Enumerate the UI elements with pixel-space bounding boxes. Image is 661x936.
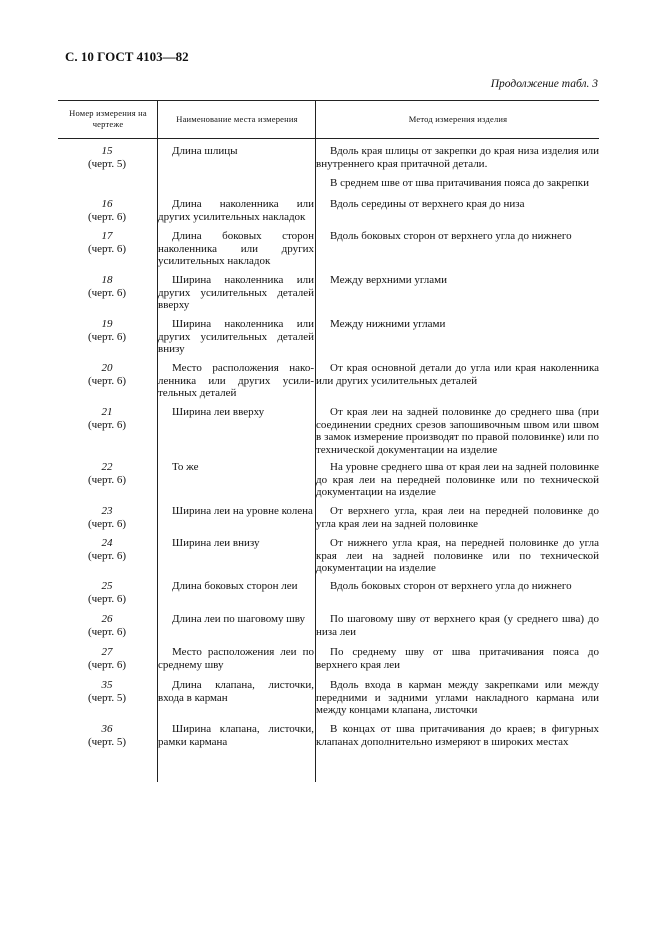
- measurement-method: В концах от шва притачивания до краев; в фигурных клапанах дополнительно измеряют в широких местах: [316, 723, 599, 748]
- measurement-place: Место расположения леи по среднему шву: [158, 646, 314, 671]
- measurement-place: То же: [172, 461, 199, 473]
- measurement-place: Длина шлицы: [172, 145, 238, 157]
- measurement-number: 27: [101, 646, 113, 658]
- measurement-number-cell: [58, 505, 156, 530]
- measurement-method: Вдоль середины от верхнего края до низа: [330, 198, 525, 210]
- measurement-method: На уровне среднего шва от края леи на задней половинке до края леи на передней половинке или по технической документации на изделие: [316, 461, 599, 498]
- drawing-reference: (черт. 6): [87, 592, 127, 605]
- drawing-reference: (черт. 6): [87, 625, 127, 638]
- measurement-number: 16: [101, 198, 113, 210]
- measurement-method: От края основной детали до угла или края наколенника или других усилительных деталей: [316, 362, 599, 387]
- measurement-place: Ширина леи на уровне колена: [172, 505, 313, 517]
- drawing-reference: (черт. 6): [87, 473, 127, 486]
- measurement-place: Ширина наколенника или других усилительных деталей вверху: [158, 274, 314, 311]
- measurement-number: 23: [101, 505, 113, 517]
- drawing-reference: (черт. 6): [87, 374, 127, 387]
- measurement-place: Ширина наколенника или других усилительных деталей внизу: [158, 318, 314, 355]
- measurement-number: 21: [101, 406, 113, 418]
- measurement-place: Длина леи по шаговому шву: [172, 613, 306, 625]
- measurement-method: Вдоль края шлицы от закрепки до края низа изделия или внутреннего края притачной детали.: [316, 145, 599, 170]
- measurement-number: 25: [101, 580, 113, 592]
- measurement-place: Ширина клапана, листочки, рамки кармана: [158, 723, 314, 748]
- measurement-number-cell: [58, 274, 156, 299]
- measurement-place: Место расположения нако-ленника или других усили-тельных деталей: [158, 362, 314, 399]
- drawing-reference: (черт. 5): [87, 157, 127, 170]
- measurement-method: Между нижними углами: [330, 318, 446, 330]
- drawing-reference: (черт. 6): [87, 242, 127, 255]
- measurement-number: 17: [101, 230, 113, 242]
- measurement-number-cell: [58, 679, 156, 704]
- measurement-place: Ширина леи внизу: [172, 537, 260, 549]
- drawing-reference: (черт. 6): [87, 418, 127, 431]
- measurement-number: 24: [101, 537, 113, 549]
- measurement-place: Длина боковых сторон леи: [172, 580, 298, 592]
- table-header-border: [58, 138, 599, 139]
- measurement-number-cell: [58, 406, 156, 431]
- measurement-number-cell: [58, 461, 156, 486]
- measurement-method: По среднему шву от шва притачивания пояса до верхнего края леи: [316, 646, 599, 671]
- drawing-reference: (черт. 5): [87, 735, 127, 748]
- measurement-number-cell: [58, 537, 156, 562]
- measurement-number: 22: [101, 461, 113, 473]
- measurement-number: 35: [101, 679, 113, 691]
- measurement-method: Вдоль входа в карман между закрепками или между передними и задними углами накладного кармана или между концами клапана, листочки: [316, 679, 599, 716]
- measurement-number-cell: [58, 145, 156, 170]
- drawing-reference: (черт. 6): [87, 210, 127, 223]
- measurement-place: Длина наколенника или других усилительных накладок: [158, 198, 314, 223]
- measurement-number: 26: [101, 613, 113, 625]
- measurement-number: 36: [101, 723, 113, 735]
- measurement-place: Ширина леи вверху: [172, 406, 265, 418]
- measurement-method: Вдоль боковых сторон от верхнего угла до нижнего: [330, 580, 572, 592]
- measurement-number-cell: [58, 362, 156, 387]
- column-header-name: Наименование места измерения: [176, 113, 298, 124]
- table-continuation-label: Продолжение табл. 3: [490, 78, 598, 90]
- measurement-number: 15: [101, 145, 113, 157]
- measurement-number: 20: [101, 362, 113, 374]
- column-header-number: Номер измерения на чертеже: [69, 108, 147, 129]
- measurement-number-cell: [58, 646, 156, 671]
- measurement-method: Между верхними углами: [330, 274, 448, 286]
- measurement-method: От верхнего угла, края леи на передней половинке до угла края леи на задней половинке: [316, 505, 599, 530]
- measurement-method: В среднем шве от шва притачивания пояса до закрепки: [330, 177, 589, 189]
- drawing-reference: (черт. 6): [87, 286, 127, 299]
- measurement-method: Вдоль боковых сторон от верхнего угла до нижнего: [330, 230, 572, 242]
- measurement-number-cell: [58, 198, 156, 223]
- measurement-number-cell: [58, 318, 156, 343]
- measurement-number-cell: [58, 580, 156, 605]
- measurement-number-cell: [58, 723, 156, 748]
- column-header-method: Метод измерения изделия: [408, 113, 508, 124]
- measurement-method: От края леи на задней половинке до среднего шва (при соединении средних срезов запошивочным швом или швом в замок измерение производят по правой половинке) или по технической документации на изделие: [316, 406, 599, 456]
- measurement-number-cell: [58, 230, 156, 255]
- drawing-reference: (черт. 5): [87, 691, 127, 704]
- measurement-number: 18: [101, 274, 113, 286]
- measurement-place: Длина клапана, листочки, входа в карман: [158, 679, 314, 704]
- measurement-method: По шаговому шву от верхнего края (у среднего шва) до низа леи: [316, 613, 599, 638]
- measurement-method: От нижнего угла края, на передней половинке до угла края леи на задней половинке или по технической документации на изделие: [316, 537, 599, 574]
- page-header-ref: С. 10 ГОСТ 4103—82: [65, 49, 189, 64]
- measurement-number-cell: [58, 613, 156, 638]
- drawing-reference: (черт. 6): [87, 517, 127, 530]
- drawing-reference: (черт. 6): [87, 658, 127, 671]
- drawing-reference: (черт. 6): [87, 549, 127, 562]
- drawing-reference: (черт. 6): [87, 330, 127, 343]
- measurement-number: 19: [101, 318, 113, 330]
- measurement-place: Длина боковых сторон наколенника или других усилительных накладок: [158, 230, 314, 267]
